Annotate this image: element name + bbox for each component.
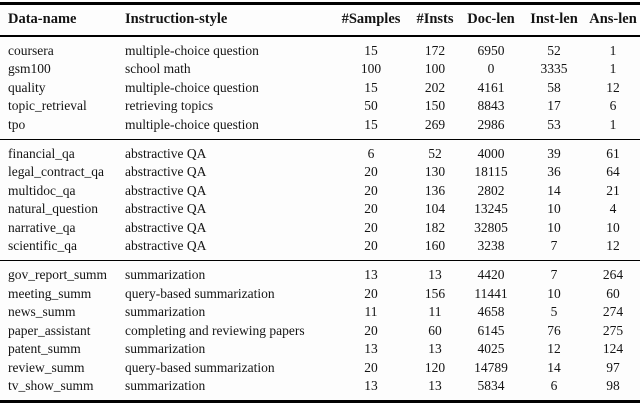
table-section-1 bbox=[0, 36, 640, 140]
cell-ans-len: 98 bbox=[606, 377, 620, 393]
cell-inst-len: 76 bbox=[547, 322, 561, 338]
cell-doc-len: 2802 bbox=[477, 182, 505, 198]
cell-doc-len: 11441 bbox=[474, 285, 508, 301]
table-row bbox=[0, 60, 640, 78]
cell-instruction-style: school math bbox=[125, 61, 191, 77]
cell-insts: 202 bbox=[424, 79, 446, 95]
cell-ans-len: 1 bbox=[609, 43, 617, 58]
cell-instruction-style: query-based summarization bbox=[125, 359, 275, 375]
cell-insts: 160 bbox=[424, 238, 446, 254]
table-row bbox=[0, 140, 640, 164]
table-row bbox=[0, 36, 640, 60]
cell-ans-len: 264 bbox=[602, 267, 624, 283]
cell-inst-len: 5 bbox=[550, 304, 558, 320]
table-row bbox=[0, 200, 640, 218]
cell-ans-len: 1 bbox=[609, 116, 617, 132]
table-row bbox=[0, 97, 640, 115]
cell-insts: 130 bbox=[424, 164, 446, 180]
cell-data-name: financial_qa bbox=[8, 146, 75, 162]
cell-samples: 20 bbox=[364, 201, 378, 217]
cell-doc-len: 8843 bbox=[477, 98, 505, 114]
table-row bbox=[0, 377, 640, 400]
cell-samples: 20 bbox=[364, 285, 378, 301]
cell-inst-len: 6 bbox=[550, 377, 558, 393]
cell-doc-len: 4420 bbox=[477, 267, 505, 283]
table-section-3 bbox=[0, 261, 640, 400]
cell-insts: 60 bbox=[428, 322, 442, 338]
cell-instruction-style: summarization bbox=[125, 377, 206, 393]
cell-data-name: coursera bbox=[8, 43, 54, 58]
cell-samples: 20 bbox=[364, 182, 378, 198]
cell-insts: 172 bbox=[424, 43, 446, 58]
cell-insts: 13 bbox=[428, 341, 442, 357]
cell-doc-len: 4000 bbox=[477, 146, 505, 162]
cell-instruction-style: multiple-choice question bbox=[125, 43, 259, 58]
cell-data-name: news_summ bbox=[8, 304, 76, 320]
cell-insts: 120 bbox=[424, 359, 446, 375]
cell-doc-len: 6950 bbox=[477, 43, 505, 58]
table-row bbox=[0, 359, 640, 377]
cell-samples: 20 bbox=[364, 322, 378, 338]
cell-doc-len: 5834 bbox=[477, 377, 505, 393]
cell-ans-len: 274 bbox=[602, 304, 624, 320]
cell-insts: 150 bbox=[424, 98, 446, 114]
cell-ans-len: 10 bbox=[606, 219, 620, 235]
column-header-data-name: Data-name bbox=[0, 5, 117, 36]
cell-doc-len: 4161 bbox=[477, 79, 505, 95]
cell-data-name: quality bbox=[8, 79, 46, 95]
cell-doc-len: 13245 bbox=[474, 201, 508, 217]
column-header-ans-len: Ans-len bbox=[586, 5, 640, 36]
cell-data-name: tv_show_summ bbox=[8, 377, 94, 393]
cell-ans-len: 124 bbox=[602, 341, 624, 357]
cell-inst-len: 39 bbox=[547, 146, 561, 162]
cell-samples: 13 bbox=[364, 377, 378, 393]
table-bottom-rule bbox=[0, 400, 640, 403]
cell-doc-len: 14789 bbox=[474, 359, 508, 375]
cell-instruction-style: abstractive QA bbox=[125, 164, 207, 180]
cell-samples: 11 bbox=[364, 304, 378, 320]
cell-ans-len: 97 bbox=[606, 359, 620, 375]
cell-insts: 52 bbox=[428, 146, 442, 162]
cell-data-name: scientific_qa bbox=[8, 238, 77, 254]
column-header-insts: #Insts bbox=[410, 5, 460, 36]
cell-insts: 136 bbox=[424, 182, 446, 198]
cell-insts: 13 bbox=[428, 267, 442, 283]
cell-samples: 13 bbox=[364, 267, 378, 283]
cell-inst-len: 14 bbox=[547, 359, 561, 375]
cell-insts: 269 bbox=[424, 116, 446, 132]
column-header-doc-len: Doc-len bbox=[460, 5, 522, 36]
cell-ans-len: 12 bbox=[606, 238, 620, 254]
cell-inst-len: 3335 bbox=[540, 61, 568, 77]
cell-data-name: review_summ bbox=[8, 359, 85, 375]
cell-samples: 20 bbox=[364, 219, 378, 235]
cell-inst-len: 10 bbox=[547, 285, 561, 301]
table-row bbox=[0, 219, 640, 237]
column-header-samples: #Samples bbox=[332, 5, 410, 36]
cell-doc-len: 2986 bbox=[477, 116, 505, 132]
cell-instruction-style: retrieving topics bbox=[125, 98, 214, 114]
cell-ans-len: 12 bbox=[606, 79, 620, 95]
cell-instruction-style: multiple-choice question bbox=[125, 79, 259, 95]
cell-ans-len: 1 bbox=[609, 61, 617, 77]
table-row bbox=[0, 182, 640, 200]
table-row bbox=[0, 322, 640, 340]
cell-doc-len: 6145 bbox=[477, 322, 505, 338]
cell-instruction-style: abstractive QA bbox=[125, 182, 207, 198]
cell-samples: 15 bbox=[364, 116, 378, 132]
cell-ans-len: 4 bbox=[609, 201, 617, 217]
cell-doc-len: 32805 bbox=[474, 219, 508, 235]
table-row bbox=[0, 79, 640, 97]
cell-insts: 156 bbox=[424, 285, 446, 301]
table-header bbox=[0, 5, 640, 36]
table-row bbox=[0, 303, 640, 321]
cell-inst-len: 10 bbox=[547, 219, 561, 235]
cell-instruction-style: summarization bbox=[125, 267, 206, 283]
table-row bbox=[0, 285, 640, 303]
cell-data-name: legal_contract_qa bbox=[8, 164, 104, 180]
cell-data-name: topic_retrieval bbox=[8, 98, 87, 114]
cell-inst-len: 10 bbox=[547, 201, 561, 217]
cell-ans-len: 61 bbox=[606, 146, 620, 162]
cell-ans-len: 275 bbox=[602, 322, 624, 338]
header-row bbox=[0, 5, 640, 36]
table-row bbox=[0, 116, 640, 140]
cell-inst-len: 14 bbox=[547, 182, 561, 198]
cell-samples: 50 bbox=[364, 98, 378, 114]
table-row bbox=[0, 340, 640, 358]
column-header-inst-len: Inst-len bbox=[522, 5, 586, 36]
cell-samples: 15 bbox=[364, 43, 378, 58]
cell-samples: 6 bbox=[367, 146, 375, 162]
cell-data-name: gov_report_summ bbox=[8, 267, 107, 283]
cell-inst-len: 12 bbox=[547, 341, 561, 357]
cell-data-name: multidoc_qa bbox=[8, 182, 76, 198]
table-row bbox=[0, 261, 640, 285]
cell-inst-len: 52 bbox=[547, 43, 561, 58]
cell-inst-len: 36 bbox=[547, 164, 561, 180]
cell-inst-len: 58 bbox=[547, 79, 561, 95]
cell-inst-len: 17 bbox=[547, 98, 561, 114]
cell-instruction-style: abstractive QA bbox=[125, 201, 207, 217]
cell-insts: 104 bbox=[424, 201, 446, 217]
table-row bbox=[0, 237, 640, 261]
cell-insts: 11 bbox=[428, 304, 442, 320]
cell-samples: 15 bbox=[364, 79, 378, 95]
cell-instruction-style: multiple-choice question bbox=[125, 116, 259, 132]
cell-doc-len: 18115 bbox=[474, 164, 508, 180]
cell-data-name: meeting_summ bbox=[8, 285, 92, 301]
cell-instruction-style: abstractive QA bbox=[125, 146, 207, 162]
cell-instruction-style: summarization bbox=[125, 304, 206, 320]
cell-inst-len: 53 bbox=[547, 116, 561, 132]
cell-insts: 13 bbox=[428, 377, 442, 393]
cell-inst-len: 7 bbox=[550, 267, 558, 283]
cell-data-name: paper_assistant bbox=[8, 322, 91, 338]
cell-ans-len: 60 bbox=[606, 285, 620, 301]
cell-doc-len: 0 bbox=[487, 61, 495, 77]
table-row bbox=[0, 163, 640, 181]
dataset-statistics-table bbox=[0, 5, 640, 400]
cell-data-name: gsm100 bbox=[8, 61, 51, 77]
cell-samples: 20 bbox=[364, 164, 378, 180]
cell-doc-len: 3238 bbox=[477, 238, 505, 254]
cell-data-name: tpo bbox=[8, 116, 26, 132]
cell-ans-len: 64 bbox=[606, 164, 620, 180]
cell-samples: 20 bbox=[364, 359, 378, 375]
cell-samples: 20 bbox=[364, 238, 378, 254]
cell-doc-len: 4025 bbox=[477, 341, 505, 357]
cell-instruction-style: abstractive QA bbox=[125, 238, 207, 254]
cell-data-name: natural_question bbox=[8, 201, 98, 217]
cell-data-name: narrative_qa bbox=[8, 219, 76, 235]
cell-doc-len: 4658 bbox=[477, 304, 505, 320]
cell-samples: 100 bbox=[360, 61, 382, 77]
cell-instruction-style: completing and reviewing papers bbox=[125, 322, 305, 338]
cell-inst-len: 7 bbox=[550, 238, 558, 254]
cell-ans-len: 6 bbox=[609, 98, 617, 114]
cell-instruction-style: abstractive QA bbox=[125, 219, 207, 235]
cell-ans-len: 21 bbox=[606, 182, 620, 198]
cell-insts: 100 bbox=[424, 61, 446, 77]
column-header-instruction-style: Instruction-style bbox=[117, 5, 332, 36]
cell-insts: 182 bbox=[424, 219, 446, 235]
cell-instruction-style: query-based summarization bbox=[125, 285, 275, 301]
cell-instruction-style: summarization bbox=[125, 341, 206, 357]
cell-data-name: patent_summ bbox=[8, 341, 81, 357]
table-section-2 bbox=[0, 140, 640, 261]
cell-samples: 13 bbox=[364, 341, 378, 357]
